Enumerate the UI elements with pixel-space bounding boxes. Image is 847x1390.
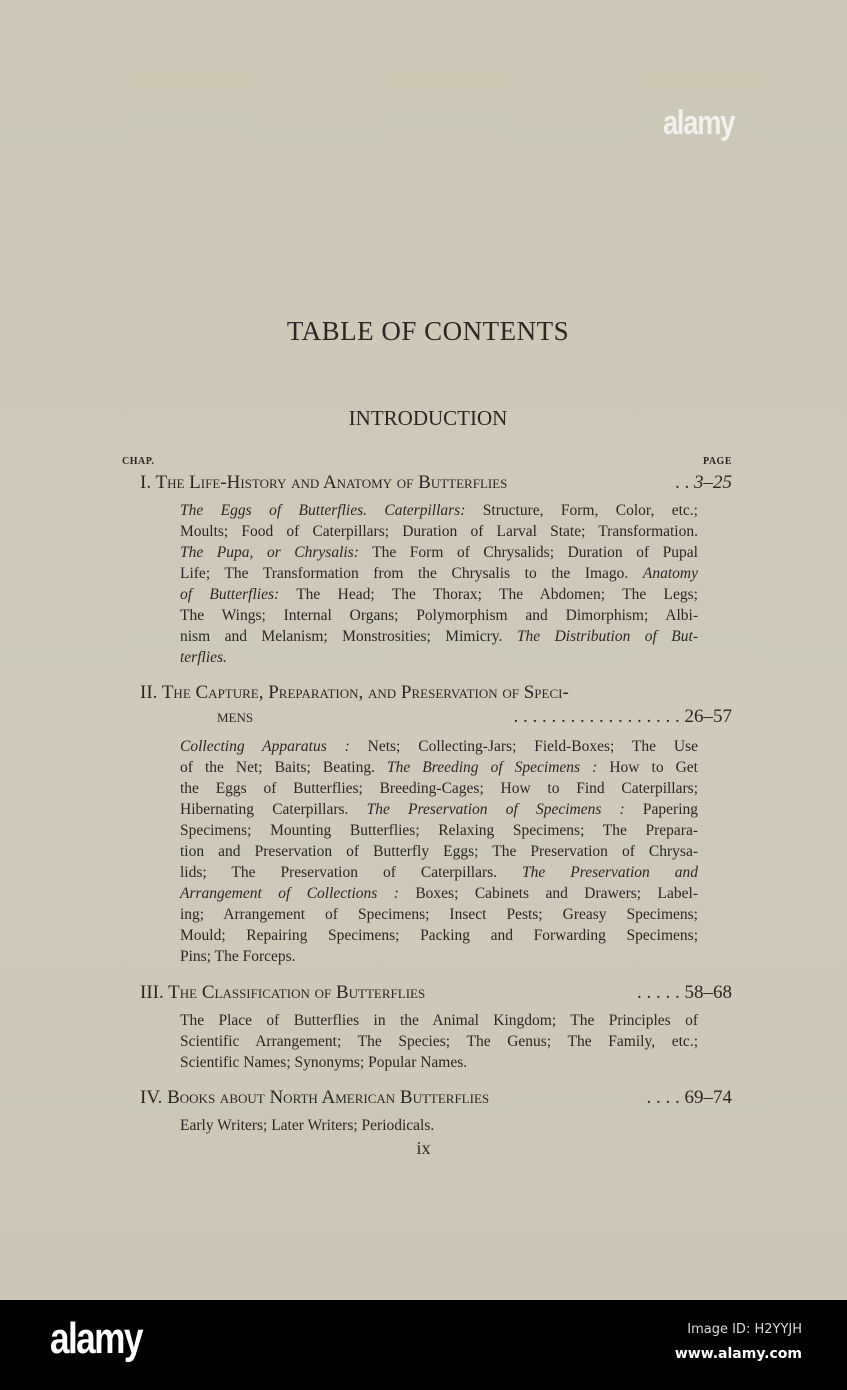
chapter-3-heading [140, 982, 732, 1004]
chapter-title: The Life-History and Anatomy of Butterflies [155, 472, 508, 493]
summary-line [180, 778, 698, 799]
topic-text: Moults; Food of Caterpillars; Duration of Larval State; Transformation. [180, 523, 698, 540]
leader-dots: . . . . . . . . . . . . . . . . . . [513, 706, 680, 727]
chapter-title: Books about North American Butterflies [167, 1087, 490, 1108]
chap-column-label: CHAP. [122, 456, 155, 467]
summary-line [180, 736, 698, 757]
italic-subheading: The Breeding of Specimens : [387, 759, 598, 776]
page-column-label: PAGE [702, 456, 732, 467]
chapter-4-summary [180, 1115, 698, 1136]
topic-text: The Head; The Thorax; The Abdomen; The Legs; [279, 586, 698, 603]
summary-line [180, 799, 698, 820]
summary-line [180, 820, 698, 841]
leader-dots: . . . . [646, 1087, 680, 1108]
topic-text: Early Writers; Later Writers; Periodicals. [180, 1117, 435, 1134]
italic-subheading: terflies. [180, 649, 227, 666]
chapter-1-heading [140, 472, 732, 494]
summary-line [180, 883, 698, 904]
topic-text: Mould; Repairing Specimens; Packing and Forwarding Specimens; [180, 927, 698, 944]
topic-text: Hibernating Caterpillars. [180, 801, 367, 818]
chapter-2-summary [180, 736, 698, 967]
summary-line [180, 1010, 698, 1031]
chapter-title-continued: mens [217, 706, 254, 727]
summary-line [180, 584, 698, 605]
topic-text: Life; The Transformation from the Chrysalis to the Imago. [180, 565, 643, 582]
summary-line [180, 862, 698, 883]
topic-text: Scientific Names; Synonyms; Popular Names. [180, 1054, 468, 1071]
summary-line [180, 1052, 698, 1073]
topic-text: The Form of Chrysalids; Duration of Pupal [358, 544, 698, 561]
summary-line [180, 500, 698, 521]
summary-line [180, 904, 698, 925]
watermark: alamy [663, 104, 735, 142]
chapter-1-summary [180, 500, 698, 668]
chapter-number: III. [140, 982, 164, 1003]
italic-subheading: Collecting Apparatus : [180, 738, 350, 755]
topic-text: nism and Melanism; Monstrosities; Mimicry. [180, 628, 517, 645]
chapter-title: The Classification of Butterflies [168, 982, 426, 1003]
italic-subheading: The Eggs of Butterflies. Caterpillars: [180, 502, 466, 519]
italic-subheading: The Distribution of But- [516, 628, 698, 645]
topic-text: Scientific Arrangement; The Species; The Genus; The Family, etc.; [180, 1033, 698, 1050]
page-title: TABLE OF CONTENTS [286, 316, 570, 346]
chapter-4-heading [140, 1087, 732, 1109]
italic-subheading: The Preservation and [522, 864, 698, 881]
footer-bar [0, 1300, 847, 1390]
italic-subheading: Arrangement of Collections : [180, 885, 399, 902]
italic-subheading: of Butterflies: [180, 586, 280, 603]
topic-text: The Place of Butterflies in the Animal Kingdom; The Principles of [180, 1012, 698, 1029]
summary-line [180, 757, 698, 778]
summary-line [180, 521, 698, 542]
summary-line [180, 946, 698, 967]
summary-line [180, 542, 698, 563]
page-number: ix [416, 1138, 431, 1158]
summary-line [180, 925, 698, 946]
topic-text: the Eggs of Butterflies; Breeding-Cages; How to Find Caterpillars; [180, 780, 698, 797]
image-id: Image ID: H2YYJH [687, 1322, 802, 1337]
summary-line [180, 1115, 698, 1136]
italic-subheading: The Pupa, or Chrysalis: [180, 544, 359, 561]
chapter-3-summary [180, 1010, 698, 1073]
page-range: 69–74 [684, 1087, 732, 1108]
page-range: 26–57 [684, 706, 732, 727]
summary-line [180, 1031, 698, 1052]
summary-line [180, 841, 698, 862]
chapter-number: II. [140, 682, 158, 703]
topic-text: Papering [624, 801, 698, 818]
topic-text: Specimens; Mounting Butterflies; Relaxing Specimens; The Prepara- [180, 822, 698, 839]
alamy-logo: alamy [50, 1314, 142, 1363]
topic-text: The Wings; Internal Organs; Polymorphism and Dimorphism; Albi- [180, 607, 698, 624]
summary-line [180, 647, 698, 668]
italic-subheading: The Preservation of Specimens : [366, 801, 625, 818]
chapter-number: I. [140, 472, 152, 493]
topic-text: Boxes; Cabinets and Drawers; Label- [398, 885, 698, 902]
summary-line [180, 605, 698, 626]
summary-line [180, 563, 698, 584]
leader-dots: . . [675, 472, 690, 493]
site-url: www.alamy.com [674, 1346, 802, 1362]
chapter-number: IV. [140, 1087, 163, 1108]
topic-text: lids; The Preservation of Caterpillars. [180, 864, 523, 881]
topic-text: ing; Arrangement of Specimens; Insect Pests; Greasy Specimens; [180, 906, 698, 923]
topic-text: Pins; The Forceps. [180, 948, 296, 965]
chapter-title: The Capture, Preparation, and Preservation of Speci- [161, 682, 569, 703]
topic-text: of the Net; Baits; Beating. [180, 759, 387, 776]
summary-line [180, 626, 698, 647]
italic-subheading: Anatomy [642, 565, 698, 582]
chapter-2-heading [140, 682, 732, 728]
topic-text: Nets; Collecting-Jars; Field-Boxes; The Use [349, 738, 698, 755]
page-range: 3–25 [694, 472, 732, 493]
topic-text: Structure, Form, Color, etc.; [465, 502, 698, 519]
section-heading: INTRODUCTION [348, 406, 508, 430]
page-range: 58–68 [684, 982, 732, 1003]
leader-dots: . . . . . [637, 982, 680, 1003]
topic-text: tion and Preservation of Butterfly Eggs; The Preservation of Chrysa- [180, 843, 698, 860]
topic-text: How to Get [597, 759, 698, 776]
